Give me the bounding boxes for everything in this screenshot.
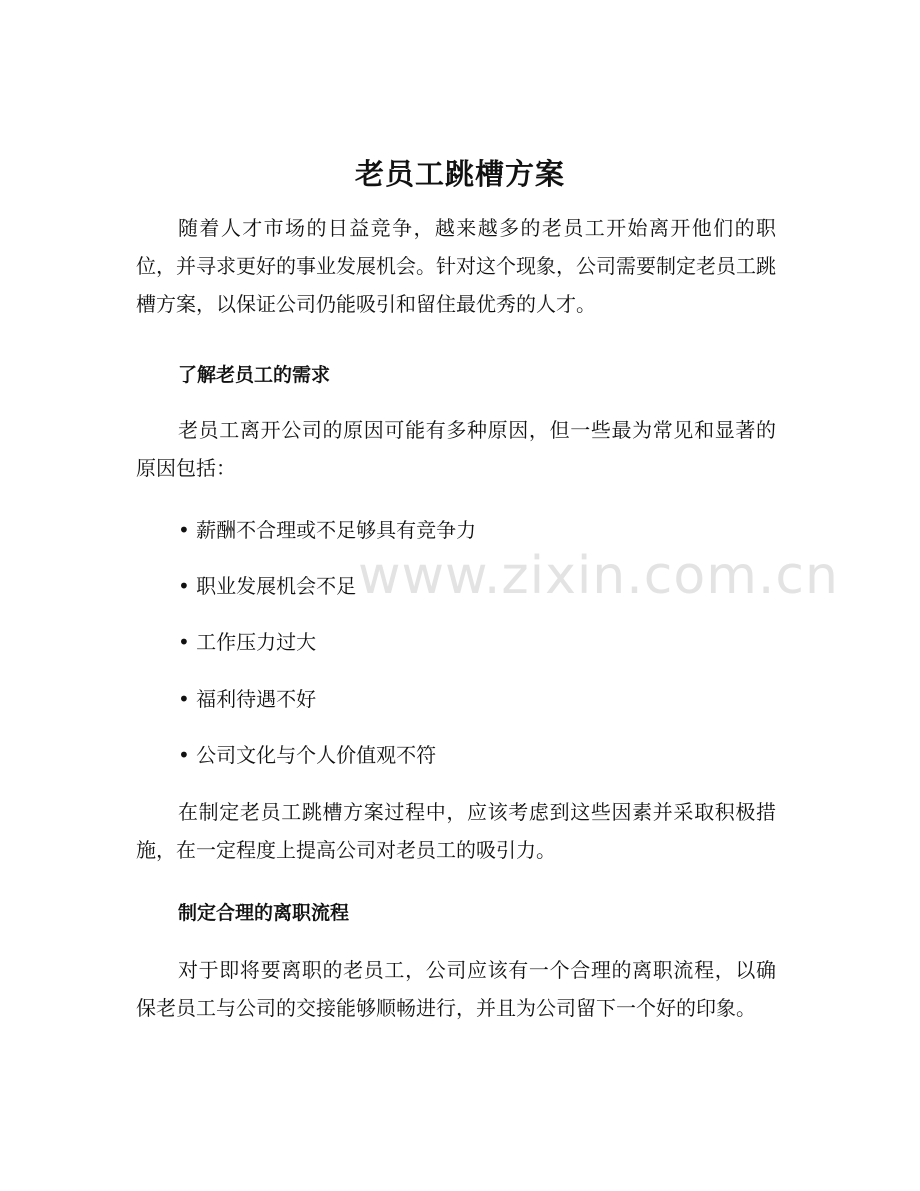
list-item: • 公司文化与个人价值观不符 <box>178 743 437 767</box>
document-title: 老员工跳槽方案 <box>354 157 565 191</box>
list-item: • 薪酬不合理或不足够具有竞争力 <box>178 518 477 542</box>
section-heading-needs: 了解老员工的需求 <box>178 364 331 386</box>
list-item: • 福利待遇不好 <box>178 687 317 711</box>
conclusion-paragraph: 在制定老员工跳槽方案过程中，应该考虑到这些因素并采取积极措施，在一定程度上提高公司对老员工的吸引力。 <box>136 800 776 862</box>
intro-paragraph: 随着人才市场的日益竞争，越来越多的老员工开始离开他们的职位，并寻求更好的事业发展机会。针对这个现象，公司需要制定老员工跳槽方案，以保证公司仍能吸引和留住最优秀的人才。 <box>136 216 776 316</box>
watermark: www.zixin.com.cn <box>358 546 839 606</box>
reasons-paragraph: 老员工离开公司的原因可能有多种原因，但一些最为常见和显著的原因包括： <box>136 418 776 480</box>
list-item: • 工作压力过大 <box>178 630 317 654</box>
section-heading-exit-process: 制定合理的离职流程 <box>178 902 350 924</box>
exit-process-paragraph: 对于即将要离职的老员工，公司应该有一个合理的离职流程，以确保老员工与公司的交接能够顺畅进行，并且为公司留下一个好的印象。 <box>136 958 776 1020</box>
list-item: • 职业发展机会不足 <box>178 574 357 598</box>
